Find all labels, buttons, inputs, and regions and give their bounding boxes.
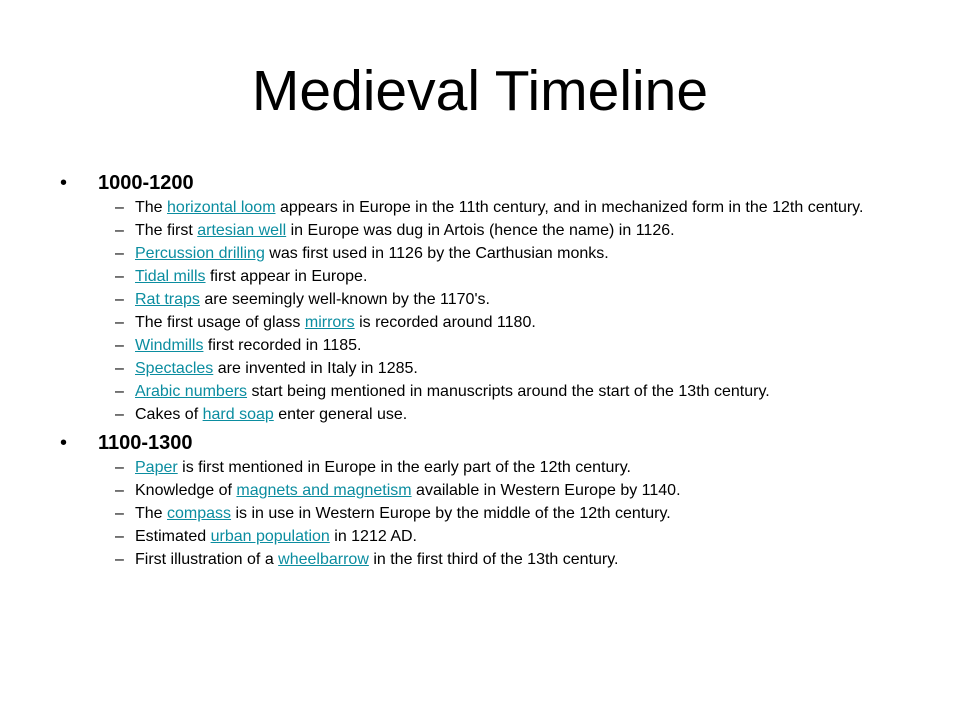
item-text-after: is recorded around 1180.	[354, 314, 536, 331]
item-link[interactable]: horizontal loom	[167, 199, 276, 216]
list-item	[60, 405, 920, 424]
slide-content	[60, 170, 920, 575]
section-1000-1200	[60, 170, 920, 424]
item-link[interactable]: urban population	[210, 528, 330, 545]
item-link[interactable]: Rat traps	[135, 291, 200, 308]
item-link[interactable]: mirrors	[304, 314, 355, 331]
item-text-before: The first usage of glass	[135, 314, 305, 331]
item-text-before: First illustration of a	[135, 551, 279, 568]
item-text-after: are invented in Italy in 1285.	[213, 360, 418, 377]
item-link[interactable]: artesian well	[197, 222, 287, 239]
item-link[interactable]: Percussion drilling	[135, 245, 265, 262]
bullet-icon: •	[60, 172, 68, 194]
item-text-after: is first mentioned in Europe in the early part of the 12th century.	[177, 459, 631, 476]
section-items	[60, 198, 920, 424]
list-item	[60, 550, 920, 569]
section-heading-text: 1000-1200	[98, 172, 194, 194]
section-heading	[60, 170, 920, 196]
item-text-before: Estimated	[135, 528, 211, 545]
section-heading-text: 1100-1300	[98, 432, 193, 454]
bullet-icon: •	[60, 432, 68, 454]
list-item	[60, 359, 920, 378]
item-text-after: appears in Europe in the 11th century, and in mechanized form in the 12th century.	[275, 199, 864, 216]
dash-icon: –	[115, 383, 124, 400]
item-text-after: are seemingly well-known by the 1170's.	[199, 291, 490, 308]
dash-icon: –	[115, 551, 124, 568]
list-item	[60, 458, 920, 477]
dash-icon: –	[115, 245, 124, 262]
item-link[interactable]: compass	[167, 505, 232, 522]
list-item	[60, 198, 920, 217]
item-text-after: first appear in Europe.	[205, 268, 368, 285]
dash-icon: –	[115, 459, 124, 476]
dash-icon: –	[115, 360, 124, 377]
list-item	[60, 336, 920, 355]
list-item	[60, 244, 920, 263]
slide-title: Medieval Timeline	[251, 59, 709, 123]
item-text-after: is in use in Western Europe by the middle of the 12th century.	[231, 505, 671, 522]
item-link[interactable]: wheelbarrow	[278, 551, 369, 568]
item-text-after: available in Western Europe by 1140.	[411, 482, 681, 499]
item-text-before: The	[135, 199, 168, 216]
dash-icon: –	[115, 268, 124, 285]
section-1100-1300	[60, 430, 920, 569]
item-link[interactable]: Paper	[135, 459, 178, 476]
list-item	[60, 481, 920, 500]
list-item	[60, 313, 920, 332]
item-text-after: start being mentioned in manuscripts around the start of the 13th century.	[247, 383, 770, 400]
dash-icon: –	[115, 337, 124, 354]
dash-icon: –	[115, 222, 124, 239]
list-item	[60, 221, 920, 240]
dash-icon: –	[115, 314, 124, 331]
item-text-before: The	[135, 505, 168, 522]
item-text-before: The first	[135, 222, 198, 239]
item-link[interactable]: Spectacles	[135, 360, 214, 377]
dash-icon: –	[115, 505, 124, 522]
list-item	[60, 382, 920, 401]
item-text-after: in 1212 AD.	[329, 528, 417, 545]
list-item	[60, 527, 920, 546]
item-text-after: was first used in 1126 by the Carthusian monks.	[264, 245, 609, 262]
list-item	[60, 504, 920, 523]
item-link[interactable]: hard soap	[202, 406, 274, 423]
item-text-after: enter general use.	[273, 406, 408, 423]
list-item	[60, 267, 920, 286]
item-text-after: in Europe was dug in Artois (hence the name) in 1126.	[286, 222, 675, 239]
dash-icon: –	[115, 199, 124, 216]
section-heading	[60, 430, 920, 456]
item-text-before: Knowledge of	[135, 482, 237, 499]
dash-icon: –	[115, 482, 124, 499]
dash-icon: –	[115, 406, 124, 423]
item-text-after: first recorded in 1185.	[203, 337, 362, 354]
dash-icon: –	[115, 291, 124, 308]
item-text-before: Cakes of	[135, 406, 203, 423]
list-item	[60, 290, 920, 309]
item-link[interactable]: Windmills	[135, 337, 204, 354]
item-link[interactable]: Arabic numbers	[135, 383, 248, 400]
item-text-after: in the first third of the 13th century.	[368, 551, 619, 568]
section-items	[60, 458, 920, 569]
dash-icon: –	[115, 528, 124, 545]
item-link[interactable]: magnets and magnetism	[236, 482, 412, 499]
item-link[interactable]: Tidal mills	[135, 268, 206, 285]
